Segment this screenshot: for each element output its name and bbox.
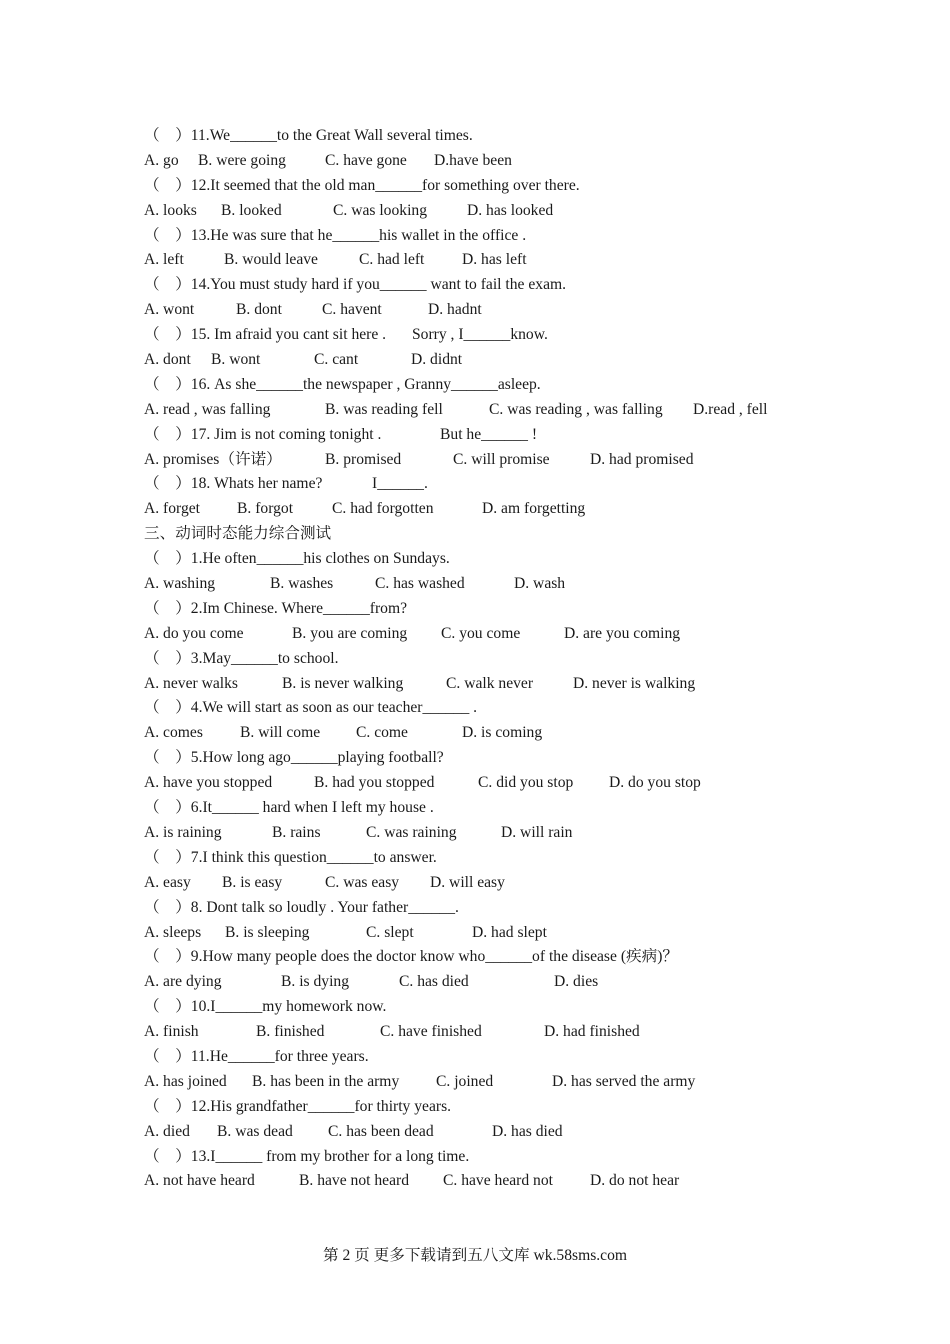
option-d: D. are you coming [564,624,681,642]
question-text: （ ）3.May______to school. [144,649,339,667]
option-c: C. has died [399,973,469,991]
option-a: A. not have heard [144,1172,255,1190]
question-line [144,323,844,348]
option-b: B. wont [211,351,261,369]
question-text: （ ）18. Whats her name? [144,475,323,493]
question-text: （ ）12.His grandfather______for thirty years. [144,1097,452,1115]
option-b: B. dont [236,301,282,319]
question-text: （ ）13.He was sure that he______his wallet in the office . [144,226,527,244]
option-c: C. had left [359,251,425,269]
section-heading [144,522,844,547]
option-b: B. looked [221,201,282,219]
question-line [144,174,844,199]
option-a: A. promises（许诺） [144,450,282,468]
question-text: （ ）8. Dont talk so loudly . Your father______. [144,898,459,916]
question-response: Sorry , I______know. [412,326,548,344]
options-row [144,771,844,796]
options-row [144,821,844,846]
option-c: C. come [356,724,408,742]
options-row [144,497,844,522]
option-d: D. has served the army [552,1072,696,1090]
option-a: A. looks [144,201,197,219]
option-a: A. sleeps [144,923,202,941]
options-row [144,622,844,647]
question-text: （ ）7.I think this question______to answer. [144,848,437,866]
option-c: C. slept [366,923,414,941]
option-a: A. died [144,1122,190,1140]
question-text: （ ）5.How long ago______playing football? [144,749,444,767]
options-row [144,398,844,423]
question-text: （ ）10.I______my homework now. [144,998,387,1016]
options-row [144,149,844,174]
option-d: D. had promised [590,450,694,468]
question-line [144,597,844,622]
option-b: B. had you stopped [314,774,435,792]
option-c: C. has washed [375,575,465,593]
option-d: D. will rain [501,823,573,841]
options-row [144,348,844,373]
question-line [144,547,844,572]
option-c: C. you come [441,624,521,642]
options-row [144,1169,844,1194]
option-d: D. didnt [411,351,463,369]
option-d: D. am forgetting [482,500,586,518]
option-a: A. is raining [144,823,222,841]
option-a: A. do you come [144,624,244,642]
option-d: D. will easy [430,873,505,891]
question-line [144,746,844,771]
option-c: C. cant [314,351,359,369]
option-c: C. walk never [446,674,534,692]
option-a: A. go [144,151,179,169]
option-b: B. forgot [237,500,294,518]
options-row [144,1070,844,1095]
option-d: D. had slept [472,923,547,941]
option-d: D. had finished [544,1023,640,1041]
question-text: （ ）11.We______to the Great Wall several times. [144,127,473,144]
option-b: B. was reading fell [325,400,443,418]
question-text: （ ）9.How many people does the doctor know who______of the disease (疾病)？ [144,948,678,966]
options-row [144,448,844,473]
option-b: B. finished [256,1023,325,1041]
option-c: C. have gone [325,151,407,169]
option-b: B. is easy [222,873,283,891]
question-text: （ ）1.He often______his clothes on Sundays. [144,550,450,568]
option-d: D. has left [462,251,527,269]
option-c: C. was reading , was falling [489,400,663,418]
option-a: A. wont [144,301,195,319]
question-text: （ ）11.He______for three years. [144,1047,369,1065]
question-line [144,696,844,721]
option-d: D. do not hear [590,1172,680,1190]
question-line [144,373,844,398]
question-response: But he______ ! [440,425,538,443]
options-row [144,298,844,323]
option-d: D. has died [492,1122,563,1140]
options-row [144,1120,844,1145]
option-b: B. is never walking [282,674,404,692]
option-a: A. forget [144,500,201,518]
page-footer: 第 2 页 更多下载请到五八文库 wk.58sms.com [322,1247,628,1264]
option-c: C. had forgotten [332,500,434,518]
option-d: D. hadnt [428,301,482,319]
question-line [144,1095,844,1120]
option-b: B. is dying [281,973,350,991]
option-c: C. will promise [453,450,550,468]
question-text: （ ）17. Jim is not coming tonight . [144,425,382,443]
option-b: B. is sleeping [225,923,310,941]
option-b: B. will come [240,724,321,742]
question-line [144,995,844,1020]
option-d: D. is coming [462,724,543,742]
option-c: C. was looking [333,201,427,219]
option-d: D. never is walking [573,674,696,692]
exercise-content [144,124,844,1194]
options-row [144,1020,844,1045]
question-text: （ ）2.Im Chinese. Where______from? [144,599,408,617]
section-title: 三、动词时态能力综合测试 [144,525,332,543]
question-text: （ ）16. As she______the newspaper , Granny______asleep. [144,375,541,393]
option-d: D. has looked [467,201,554,219]
question-line [144,273,844,298]
option-b: B. you are coming [292,624,408,642]
option-a: A. finish [144,1023,199,1041]
option-b: B. would leave [224,251,318,269]
question-text: （ ）4.We will start as soon as our teacher______ . [144,699,478,717]
option-a: A. read , was falling [144,400,271,418]
option-b: B. promised [325,450,402,468]
option-d: D. do you stop [609,774,701,792]
option-b: B. has been in the army [252,1072,400,1090]
question-text: （ ）15. Im afraid you cant sit here . [144,326,387,344]
question-line [144,846,844,871]
question-line [144,423,844,448]
options-row [144,572,844,597]
option-a: A. are dying [144,973,222,991]
option-b: B. have not heard [299,1172,409,1190]
question-line [144,647,844,672]
options-row [144,248,844,273]
options-row [144,921,844,946]
option-c: C. was easy [325,873,400,891]
question-line [144,896,844,921]
question-response: I______. [372,475,428,493]
question-line [144,472,844,497]
question-line [144,1045,844,1070]
option-b: B. rains [272,823,321,841]
options-row [144,721,844,746]
question-text: （ ）6.It______ hard when I left my house . [144,799,434,817]
options-row [144,970,844,995]
option-c: C. have finished [380,1023,482,1041]
option-a: A. never walks [144,674,238,692]
option-c: C. joined [436,1072,494,1090]
option-a: A. easy [144,873,191,891]
option-a: A. comes [144,724,203,742]
option-a: A. has joined [144,1072,227,1090]
option-a: A. washing [144,575,216,593]
options-row [144,672,844,697]
option-c: C. was raining [366,823,457,841]
option-b: B. was dead [217,1122,293,1140]
options-row [144,871,844,896]
option-c: C. did you stop [478,774,574,792]
option-d: D. dies [554,973,599,991]
option-c: C. have heard not [443,1172,553,1190]
question-line [144,1145,844,1170]
option-d: D.have been [434,151,512,169]
option-a: A. have you stopped [144,774,273,792]
option-a: A. left [144,251,184,269]
question-line [144,224,844,249]
option-b: B. washes [270,575,334,593]
option-b: B. were going [198,151,286,169]
option-a: A. dont [144,351,191,369]
option-d: D.read , fell [693,400,768,418]
option-c: C. havent [322,301,382,319]
question-text: （ ）14.You must study hard if you______ want to fail the exam. [144,276,567,294]
option-d: D. wash [514,575,566,593]
question-line [144,796,844,821]
question-text: （ ）12.It seemed that the old man______for something over there. [144,176,580,194]
question-line [144,124,844,149]
question-line [144,945,844,970]
options-row [144,199,844,224]
option-c: C. has been dead [328,1122,434,1140]
question-text: （ ）13.I______ from my brother for a long time. [144,1147,470,1165]
